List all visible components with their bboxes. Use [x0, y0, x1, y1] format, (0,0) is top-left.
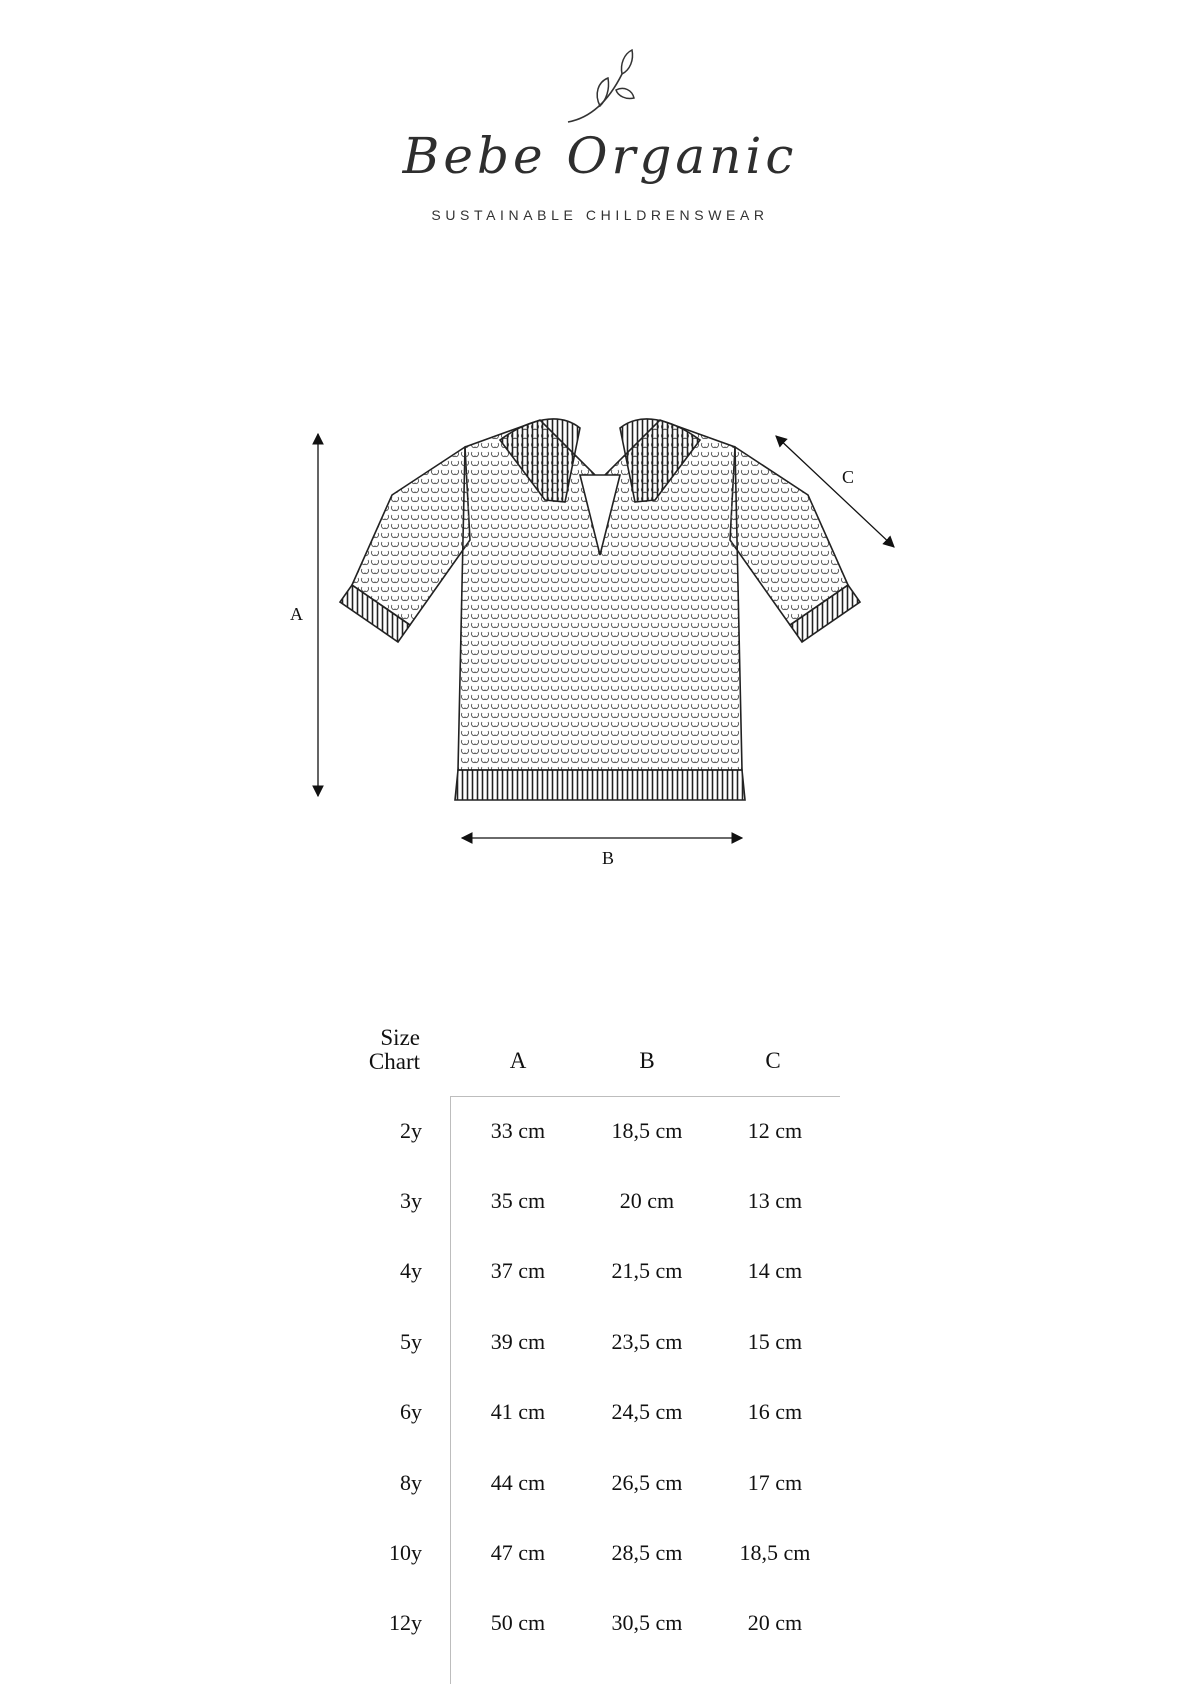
garment-diagram — [0, 380, 1200, 900]
size-cell: 12y — [389, 1610, 422, 1635]
table-row — [350, 1540, 840, 1580]
value-cell-a: 50 cm — [490, 1610, 546, 1635]
table-row — [350, 1329, 840, 1369]
value-cell-c: 12 cm — [747, 1118, 803, 1143]
value-cell-b: 23,5 cm — [611, 1329, 683, 1354]
table-row — [350, 1399, 840, 1439]
size-cell: 10y — [389, 1540, 422, 1565]
value-cell-c: 15 cm — [747, 1329, 803, 1354]
table-row — [350, 1470, 840, 1510]
column-header-b: B — [639, 1048, 655, 1073]
dimension-label-a: A — [290, 604, 303, 624]
size-header-line1: Size — [380, 1025, 420, 1050]
dimension-label-c: C — [842, 467, 855, 487]
value-cell-b: 18,5 cm — [611, 1118, 683, 1143]
left-sleeve — [340, 447, 470, 642]
value-cell-c: 18,5 cm — [739, 1540, 811, 1565]
value-cell-b: 21,5 cm — [611, 1258, 683, 1283]
brand-logo — [0, 20, 1200, 230]
value-cell-a: 47 cm — [490, 1540, 546, 1565]
value-cell-b: 24,5 cm — [611, 1399, 683, 1424]
right-sleeve — [730, 447, 860, 642]
size-cell: 2y — [400, 1118, 422, 1143]
value-cell-a: 33 cm — [490, 1118, 546, 1143]
value-cell-c: 13 cm — [747, 1188, 803, 1213]
size-cell: 4y — [400, 1258, 422, 1283]
value-cell-a: 44 cm — [490, 1470, 546, 1495]
size-chart-header — [340, 1026, 420, 1074]
value-cell-c: 20 cm — [747, 1610, 803, 1635]
column-header-a: A — [509, 1048, 527, 1073]
size-chart-table — [350, 1025, 840, 1666]
dimension-label-b: B — [602, 848, 615, 868]
value-cell-a: 35 cm — [490, 1188, 546, 1213]
value-cell-a: 41 cm — [490, 1399, 546, 1424]
value-cell-c: 14 cm — [747, 1258, 803, 1283]
value-cell-a: 37 cm — [490, 1258, 546, 1283]
table-header-divider — [450, 1096, 840, 1097]
size-cell: 6y — [400, 1399, 422, 1424]
value-cell-c: 17 cm — [747, 1470, 803, 1495]
brand-name: Bebe Organic — [402, 127, 798, 185]
table-row — [350, 1188, 840, 1228]
brand-tagline: SUSTAINABLE CHILDRENSWEAR — [431, 207, 769, 223]
sprig-icon — [560, 44, 640, 134]
value-cell-b: 20 cm — [619, 1188, 675, 1213]
value-cell-b: 30,5 cm — [611, 1610, 683, 1635]
value-cell-b: 28,5 cm — [611, 1540, 683, 1565]
size-cell: 8y — [400, 1470, 422, 1495]
table-row — [350, 1118, 840, 1158]
value-cell-b: 26,5 cm — [611, 1470, 683, 1495]
table-row — [350, 1258, 840, 1298]
size-cell: 3y — [400, 1188, 422, 1213]
value-cell-a: 39 cm — [490, 1329, 546, 1354]
size-header-line2: Chart — [368, 1049, 420, 1074]
column-header-c: C — [765, 1048, 781, 1073]
size-cell: 5y — [400, 1329, 422, 1354]
table-row — [350, 1610, 840, 1650]
value-cell-c: 16 cm — [747, 1399, 803, 1424]
table-column-divider — [450, 1096, 451, 1684]
